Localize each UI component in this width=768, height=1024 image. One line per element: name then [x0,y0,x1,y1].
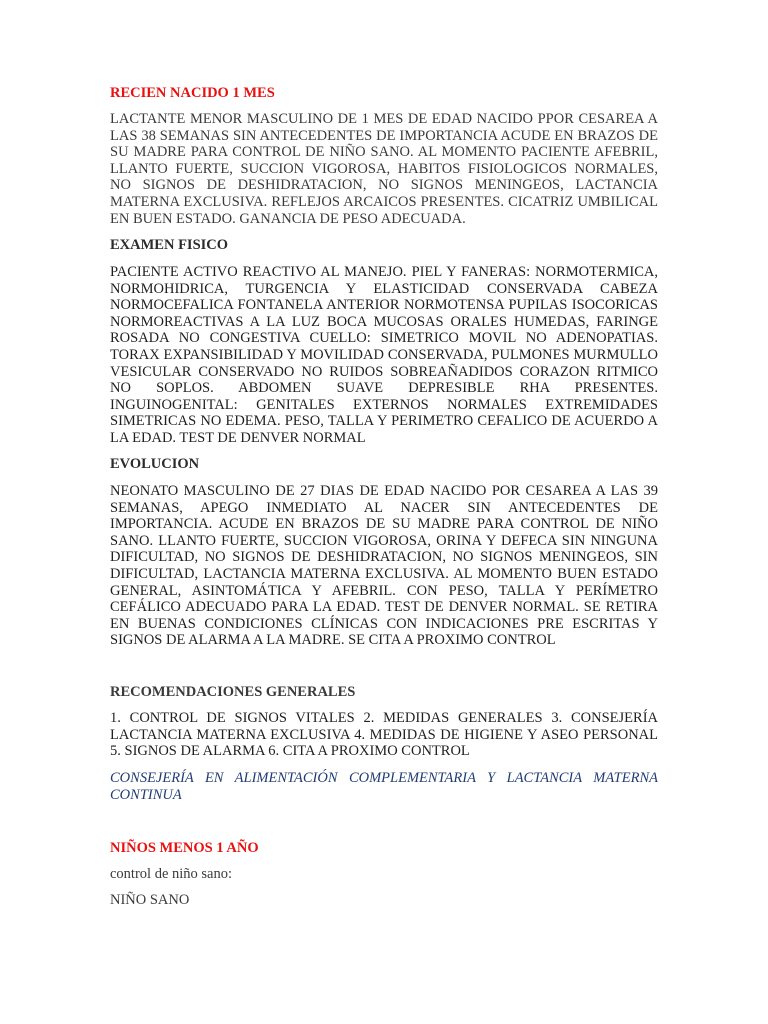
text-nino-sano: NIÑO SANO [110,892,190,908]
note-consejeria: CONSEJERÍA EN ALIMENTACIÓN COMPLEMENTARIA Y LACTANCIA MATERNA CONTINUA [110,770,658,803]
text-control-nino-sano: control de niño sano: [110,866,233,882]
heading-ninos-menos: NIÑOS MENOS 1 AÑO [110,840,259,856]
paragraph-recomendaciones: 1. CONTROL DE SIGNOS VITALES 2. MEDIDAS GENERALES 3. CONSEJERÍA LACTANCIA MATERNA EXCLUSIVA 4. MEDIDAS DE HIGIENE Y ASEO PERSONAL 5. SIGNOS DE ALARMA 6. CITA A PROXIMO CONTROL [110,710,658,760]
heading-recomendaciones: RECOMENDACIONES GENERALES [110,684,356,700]
paragraph-examen-fisico: PACIENTE ACTIVO REACTIVO AL MANEJO. PIEL Y FANERAS: NORMOTERMICA, NORMOHIDRICA, TURGENCIA Y ELASTICIDAD CONSERVADA CABEZA NORMOCEFALICA FONTANELA ANTERIOR NORMOTENSA PUPILAS ISOCORICAS NORMOREACTIVAS A LA LUZ BOCA MUCOSAS ORALES HUMEDAS, FARINGE ROSADA NO CONGESTIVA CUELLO: SIMETRICO MOVIL NO ADENOPATIAS. TORAX EXPANSIBILIDAD Y MOVILIDAD CONSERVADA, PULMONES MURMULLO VESICULAR CONSERVADO NO RUIDOS SOBREAÑADIDOS CORAZON RITMICO NO SOPLOS. ABDOMEN SUAVE DEPRESIBLE RHA PRESENTES. INGUINOGENITAL: GENITALES EXTERNOS NORMALES EXTREMIDADES SIMETRICAS NO EDEMA. PESO, TALLA Y PERIMETRO CEFALICO DE ACUERDO A LA EDAD. TEST DE DENVER NORMAL [110,264,658,446]
heading-recien-nacido: RECIEN NACIDO 1 MES [110,85,275,101]
heading-evolucion: EVOLUCION [110,456,200,472]
paragraph-recien-nacido: LACTANTE MENOR MASCULINO DE 1 MES DE EDAD NACIDO PPOR CESAREA A LAS 38 SEMANAS SIN ANTECEDENTES DE IMPORTANCIA ACUDE EN BRAZOS DE SU MADRE PARA CONTROL DE NIÑO SANO. AL MOMENTO PACIENTE AFEBRIL, LLANTO FUERTE, SUCCION VIGOROSA, HABITOS FISIOLOGICOS NORMALES, NO SIGNOS DE DESHIDRATACION, NO SIGNOS MENINGEOS, LACTANCIA MATERNA EXCLUSIVA. REFLEJOS ARCAICOS PRESENTES. CICATRIZ UMBILICAL EN BUEN ESTADO. GANANCIA DE PESO ADECUADA. [110,111,658,227]
paragraph-evolucion: NEONATO MASCULINO DE 27 DIAS DE EDAD NACIDO POR CESAREA A LAS 39 SEMANAS, APEGO INMEDIATO AL NACER SIN ANTECEDENTES DE IMPORTANCIA. ACUDE EN BRAZOS DE SU MADRE PARA CONTROL DE NIÑO SANO. LLANTO FUERTE, SUCCION VIGOROSA, ORINA Y DEFECA SIN NINGUNA DIFICULTAD, NO SIGNOS DE DESHIDRATACION, NO SIGNOS MENINGEOS, SIN DIFICULTAD, LACTANCIA MATERNA EXCLUSIVA. AL MOMENTO BUEN ESTADO GENERAL, ASINTOMÁTICA Y AFEBRIL. CON PESO, TALLA Y PERÍMETRO CEFÁLICO ADECUADO PARA LA EDAD. TEST DE DENVER NORMAL. SE RETIRA EN BUENAS CONDICIONES CLÍNICAS CON INDICACIONES PRE ESCRITAS Y SIGNOS DE ALARMA A LA MADRE. SE CITA A PROXIMO CONTROL [110,483,658,649]
heading-examen-fisico: EXAMEN FISICO [110,237,229,253]
